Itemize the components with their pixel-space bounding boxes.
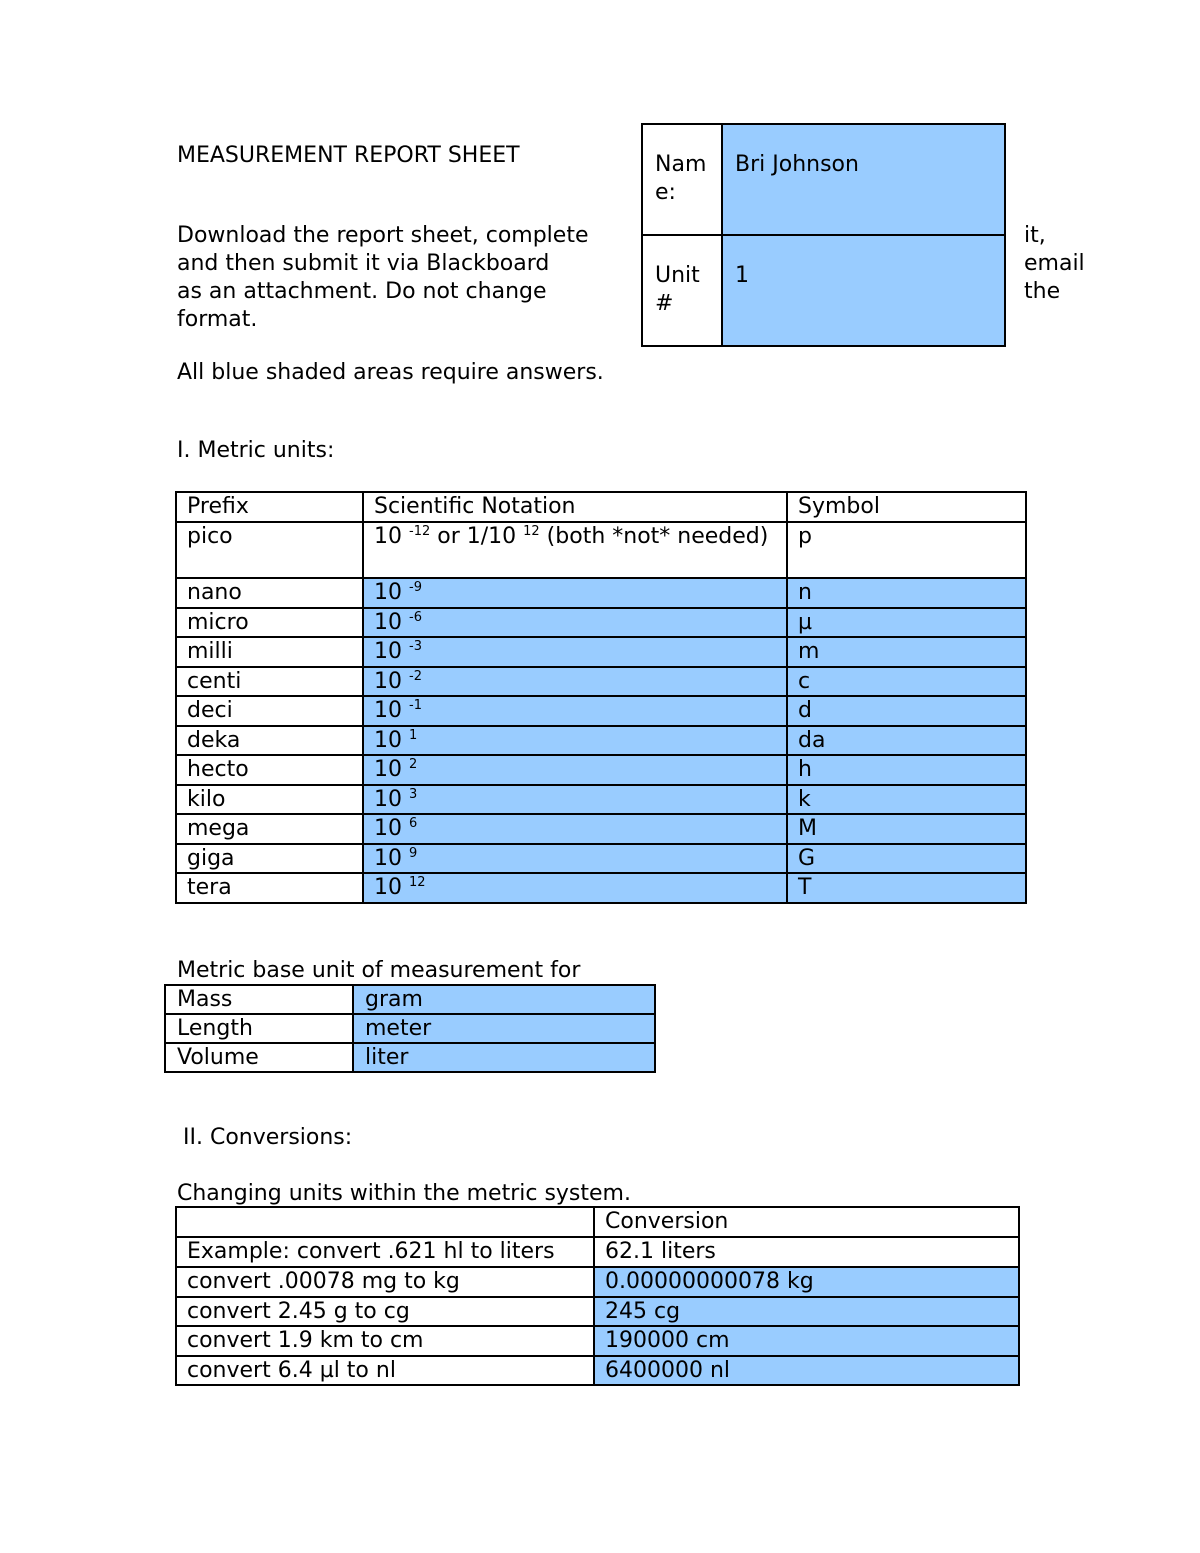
notation-exponent: 12 <box>409 875 426 890</box>
instructions-line: Download the report sheet, complete <box>177 223 589 248</box>
prefix-cell: hecto <box>176 755 363 785</box>
unit-label: Unit # <box>642 235 722 346</box>
symbol-answer-cell[interactable]: da <box>787 726 1026 756</box>
instructions-line: as an attachment. Do not change <box>177 279 547 304</box>
notation-answer-cell[interactable] <box>363 637 787 667</box>
table-row <box>176 726 1026 756</box>
unit-answer-cell[interactable]: gram <box>353 985 655 1014</box>
conversion-answer-cell[interactable]: 6400000 nl <box>594 1356 1019 1386</box>
prefix-cell: tera <box>176 873 363 903</box>
table-row <box>176 1356 1019 1386</box>
prefix-cell: centi <box>176 667 363 697</box>
prefix-cell: nano <box>176 578 363 608</box>
symbol-answer-cell[interactable]: G <box>787 844 1026 874</box>
table-row <box>165 1014 655 1043</box>
table-row <box>165 1043 655 1072</box>
instructions-overflow <box>1024 222 1085 306</box>
table-row <box>176 814 1026 844</box>
name-field[interactable]: Bri Johnson <box>722 124 1005 235</box>
table-row <box>176 696 1026 726</box>
instructions <box>177 222 637 334</box>
quantity-cell: Length <box>165 1014 353 1043</box>
column-header-symbol: Symbol <box>787 492 1026 522</box>
column-header-notation: Scientific Notation <box>363 492 787 522</box>
notation-exponent: -9 <box>409 580 422 595</box>
section-metric-units-heading: I. Metric units: <box>177 438 335 463</box>
unit-field[interactable]: 1 <box>722 235 1005 346</box>
notation-base: 10 <box>374 524 402 549</box>
notation-exponent: 1 <box>409 727 418 743</box>
prefix-cell: deka <box>176 726 363 756</box>
question-cell: Example: convert .621 hl to liters <box>176 1237 594 1267</box>
question-cell: convert 6.4 µl to nl <box>176 1356 594 1386</box>
prefix-cell: micro <box>176 608 363 638</box>
table-row <box>176 637 1026 667</box>
instructions-word: it, <box>1024 223 1046 248</box>
notation-answer-cell[interactable] <box>363 696 787 726</box>
metric-prefix-table <box>175 491 1027 904</box>
symbol-cell: p <box>787 522 1026 578</box>
quantity-cell: Volume <box>165 1043 353 1072</box>
instructions-word: the <box>1024 279 1061 304</box>
instructions-word: email <box>1024 251 1085 276</box>
notation-answer-cell[interactable] <box>363 785 787 815</box>
table-row <box>176 844 1026 874</box>
notation-answer-cell[interactable] <box>363 844 787 874</box>
table-row <box>176 1267 1019 1297</box>
notation-base: 10 <box>374 816 402 841</box>
table-row <box>176 1297 1019 1327</box>
notation-answer-cell[interactable] <box>363 667 787 697</box>
conversions-table <box>175 1206 1020 1386</box>
notation-exponent: 9 <box>409 845 418 861</box>
notation-exponent: -1 <box>409 698 422 713</box>
name-label: Nam e: <box>642 124 722 235</box>
prefix-cell: deci <box>176 696 363 726</box>
quantity-cell: Mass <box>165 985 353 1014</box>
notation-cell <box>363 522 787 578</box>
notation-exponent-2: 12 <box>523 524 540 539</box>
table-row <box>176 873 1026 903</box>
notation-answer-cell[interactable] <box>363 814 787 844</box>
page-title: MEASUREMENT REPORT SHEET <box>177 143 520 168</box>
table-row <box>176 755 1026 785</box>
notation-base: 10 <box>374 580 402 605</box>
column-header-prefix: Prefix <box>176 492 363 522</box>
notation-exponent: -12 <box>409 524 431 539</box>
symbol-answer-cell[interactable]: d <box>787 696 1026 726</box>
conversion-answer-cell[interactable]: 245 cg <box>594 1297 1019 1327</box>
notation-answer-cell[interactable] <box>363 755 787 785</box>
conversion-answer-cell[interactable]: 190000 cm <box>594 1326 1019 1356</box>
notation-exponent: 6 <box>409 816 418 831</box>
notation-alternative: or 1/10 <box>430 524 517 549</box>
notation-answer-cell[interactable] <box>363 608 787 638</box>
table-row <box>176 785 1026 815</box>
symbol-answer-cell[interactable]: c <box>787 667 1026 697</box>
notation-exponent: 3 <box>409 786 418 802</box>
notation-base: 10 <box>374 668 402 694</box>
conversion-answer-cell[interactable]: 0.00000000078 kg <box>594 1267 1019 1297</box>
table-row <box>165 985 655 1014</box>
blue-area-note: All blue shaded areas require answers. <box>177 360 604 385</box>
instructions-line: format. <box>177 307 258 332</box>
base-units-table <box>164 984 656 1073</box>
symbol-answer-cell[interactable]: µ <box>787 608 1026 638</box>
instructions-line: and then submit it via Blackboard <box>177 251 550 276</box>
prefix-cell: pico <box>176 522 363 578</box>
question-cell: convert 1.9 km to cm <box>176 1326 594 1356</box>
example-row <box>176 1237 1019 1267</box>
prefix-cell: kilo <box>176 785 363 815</box>
section-conversions-heading: II. Conversions: <box>183 1125 353 1150</box>
prefix-cell: milli <box>176 637 363 667</box>
example-row <box>176 522 1026 578</box>
notation-answer-cell[interactable] <box>363 578 787 608</box>
notation-answer-cell[interactable] <box>363 726 787 756</box>
symbol-answer-cell[interactable]: T <box>787 873 1026 903</box>
notation-answer-cell[interactable] <box>363 873 787 903</box>
table-row <box>176 608 1026 638</box>
table-row <box>176 578 1026 608</box>
notation-remark: (both *not* needed) <box>539 524 769 549</box>
table-row <box>176 1326 1019 1356</box>
notation-base: 10 <box>374 727 402 753</box>
notation-base: 10 <box>374 786 402 812</box>
notation-base: 10 <box>374 875 402 900</box>
symbol-answer-cell[interactable]: M <box>787 814 1026 844</box>
table-header-row <box>176 492 1026 522</box>
notation-exponent: 2 <box>409 757 418 772</box>
symbol-answer-cell[interactable]: h <box>787 755 1026 785</box>
question-cell: convert 2.45 g to cg <box>176 1297 594 1327</box>
notation-base: 10 <box>374 609 402 635</box>
symbol-answer-cell[interactable]: k <box>787 785 1026 815</box>
prefix-cell: mega <box>176 814 363 844</box>
symbol-answer-cell[interactable]: n <box>787 578 1026 608</box>
column-header-conversion: Conversion <box>594 1207 1019 1237</box>
unit-answer-cell[interactable]: liter <box>353 1043 655 1072</box>
table-header-row <box>176 1207 1019 1237</box>
column-header-question <box>176 1207 594 1237</box>
answer-cell: 62.1 liters <box>594 1237 1019 1267</box>
notation-base: 10 <box>374 698 402 723</box>
unit-answer-cell[interactable]: meter <box>353 1014 655 1043</box>
notation-base: 10 <box>374 757 402 782</box>
notation-exponent: -3 <box>409 639 422 654</box>
symbol-answer-cell[interactable]: m <box>787 637 1026 667</box>
notation-exponent: -2 <box>409 668 422 684</box>
table-row <box>176 667 1026 697</box>
student-info-box <box>641 123 1006 347</box>
notation-base: 10 <box>374 639 402 664</box>
prefix-cell: giga <box>176 844 363 874</box>
notation-base: 10 <box>374 845 402 871</box>
notation-exponent: -6 <box>409 609 422 625</box>
conversions-subheading: Changing units within the metric system. <box>177 1181 631 1206</box>
question-cell: convert .00078 mg to kg <box>176 1267 594 1297</box>
base-units-heading: Metric base unit of measurement for <box>177 958 581 983</box>
